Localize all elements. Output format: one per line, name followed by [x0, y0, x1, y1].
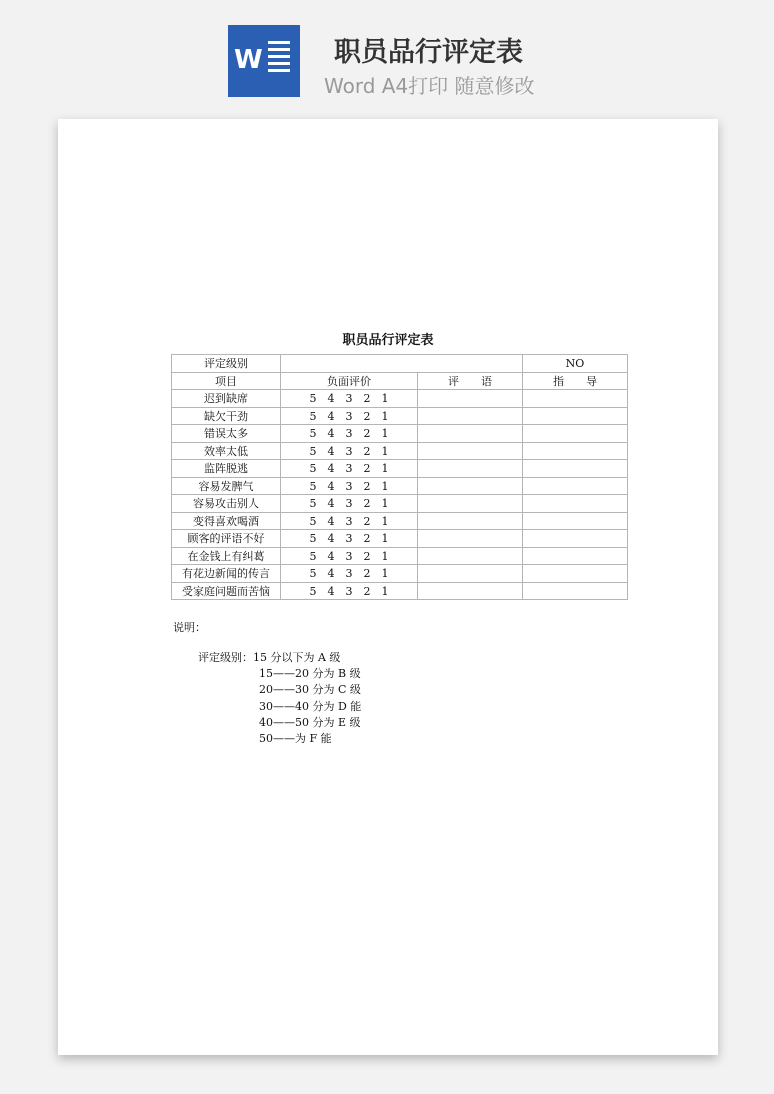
comment-cell [418, 477, 523, 495]
grade-line: 20——30 分为 C 级 [259, 683, 361, 697]
item-cell: 监阵脱逃 [172, 460, 281, 478]
guidance-cell [523, 460, 628, 478]
scale-cell: 5 4 3 2 1 [281, 582, 418, 600]
scale-cell: 5 4 3 2 1 [281, 425, 418, 443]
table-row [172, 565, 628, 583]
comment-cell [418, 495, 523, 513]
table-row [172, 425, 628, 443]
guidance-cell [523, 512, 628, 530]
guidance-cell [523, 530, 628, 548]
comment-cell [418, 582, 523, 600]
table-row [172, 530, 628, 548]
guidance-cell [523, 407, 628, 425]
comment-cell [418, 530, 523, 548]
comment-cell [418, 442, 523, 460]
item-cell: 错误太多 [172, 425, 281, 443]
item-cell: 容易攻击别人 [172, 495, 281, 513]
document-page [58, 119, 718, 1055]
comment-cell [418, 425, 523, 443]
item-cell: 容易发脾气 [172, 477, 281, 495]
item-cell: 缺欠干劲 [172, 407, 281, 425]
scale-cell: 5 4 3 2 1 [281, 407, 418, 425]
table-row [172, 495, 628, 513]
table-row [172, 547, 628, 565]
table-row-grade [172, 355, 628, 373]
banner-subtitle: Word A4打印 随意修改 [324, 74, 535, 98]
header-comment: 评 语 [418, 372, 523, 390]
comment-cell [418, 407, 523, 425]
guidance-cell [523, 477, 628, 495]
evaluation-table [171, 354, 628, 600]
table-row [172, 582, 628, 600]
table-header-row [172, 372, 628, 390]
word-icon-lines [268, 41, 290, 76]
scale-cell: 5 4 3 2 1 [281, 460, 418, 478]
comment-cell [418, 547, 523, 565]
table-row [172, 460, 628, 478]
grade-rules [198, 650, 361, 747]
header-item: 项目 [172, 372, 281, 390]
scale-cell: 5 4 3 2 1 [281, 565, 418, 583]
item-cell: 在金钱上有纠葛 [172, 547, 281, 565]
scale-cell: 5 4 3 2 1 [281, 495, 418, 513]
item-cell: 受家庭问题而苦恼 [172, 582, 281, 600]
table-row [172, 390, 628, 408]
item-cell: 迟到缺席 [172, 390, 281, 408]
guidance-cell [523, 425, 628, 443]
table-row [172, 512, 628, 530]
grade-line: 30——40 分为 D 能 [259, 699, 362, 713]
comment-cell [418, 460, 523, 478]
grade-line: 40——50 分为 E 级 [259, 715, 361, 729]
comment-cell [418, 390, 523, 408]
word-document-icon [228, 25, 300, 97]
word-icon-letter: W [234, 45, 263, 75]
comment-cell [418, 512, 523, 530]
scale-cell: 5 4 3 2 1 [281, 512, 418, 530]
scale-cell: 5 4 3 2 1 [281, 390, 418, 408]
grade-line: 评定级别：15 分以下为 A 级 [198, 651, 341, 664]
scale-cell: 5 4 3 2 1 [281, 477, 418, 495]
scale-cell: 5 4 3 2 1 [281, 547, 418, 565]
guidance-cell [523, 495, 628, 513]
guidance-cell [523, 442, 628, 460]
table-row [172, 442, 628, 460]
notes-label: 说明： [173, 621, 206, 634]
item-cell: 效率太低 [172, 442, 281, 460]
header-guidance: 指 导 [523, 372, 628, 390]
guidance-cell [523, 390, 628, 408]
scale-cell: 5 4 3 2 1 [281, 530, 418, 548]
grade-label-cell: 评定级别 [172, 355, 281, 373]
grade-value-cell [281, 355, 523, 373]
grade-line: 50——为 F 能 [259, 732, 332, 746]
no-label-cell: NO [523, 355, 628, 373]
grade-line: 15——20 分为 B 级 [259, 667, 361, 681]
item-cell: 顾客的评语不好 [172, 530, 281, 548]
item-cell: 有花边新闻的传言 [172, 565, 281, 583]
document-title: 职员品行评定表 [342, 333, 434, 348]
comment-cell [418, 565, 523, 583]
table-row [172, 407, 628, 425]
banner-title: 职员品行评定表 [334, 37, 523, 68]
table-row [172, 477, 628, 495]
item-cell: 变得喜欢喝酒 [172, 512, 281, 530]
guidance-cell [523, 565, 628, 583]
scale-cell: 5 4 3 2 1 [281, 442, 418, 460]
guidance-cell [523, 582, 628, 600]
header-negative: 负面评价 [281, 372, 418, 390]
banner [0, 0, 774, 118]
guidance-cell [523, 547, 628, 565]
